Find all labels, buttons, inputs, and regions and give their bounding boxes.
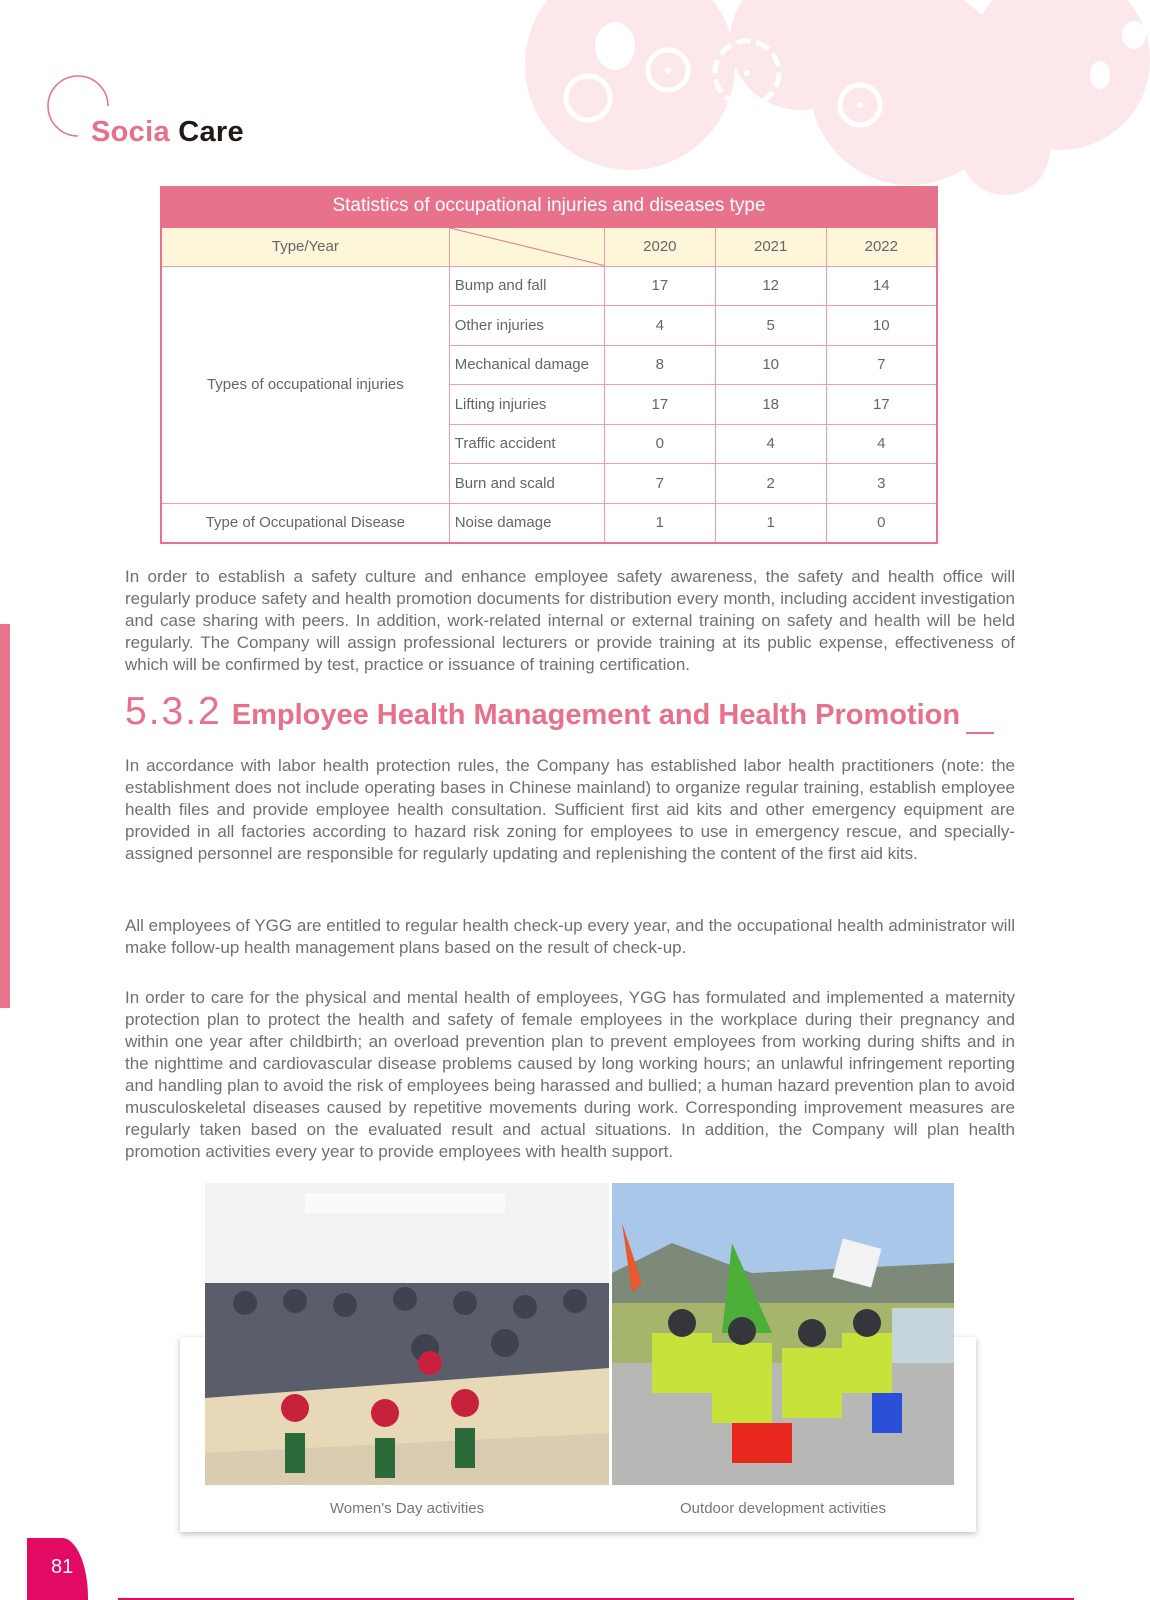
- row-label: Traffic accident: [449, 424, 604, 464]
- row-label: Lifting injuries: [449, 385, 604, 425]
- cell-value: 0: [604, 424, 715, 464]
- cell-value: 18: [715, 385, 826, 425]
- cell-value: 4: [604, 306, 715, 346]
- group-label-disease: Type of Occupational Disease: [161, 503, 449, 543]
- subsection-number: 5.3.2: [125, 690, 222, 733]
- paragraph-health-practitioners: In accordance with labor health protection rules, the Company has established labor health practitioners (note: the establishment does not include operating bases in Chinese mainland) to organize regular training, establish employee health files and provide employee health consultation. Sufficient first aid kits and other emergency equipment are provided in all factories according to hazard risk zoning for employees to use in emergency rescue, and specially-assigned personnel are responsible for regularly updating and replenishing the content of the first aid kits.: [125, 756, 1015, 863]
- paragraph-health-checkup: All employees of YGG are entitled to regular health check-up every year, and the occupational health administrator will make follow-up health management plans based on the result of check-up.: [125, 916, 1015, 957]
- cell-value: 14: [826, 266, 937, 306]
- table-row: [161, 266, 937, 306]
- page-number: 81: [27, 1538, 88, 1600]
- table-title: Statistics of occupational injuries and diseases type: [160, 186, 938, 226]
- cell-value: 2: [715, 464, 826, 504]
- gears-decoration: [500, 0, 1150, 200]
- cell-value: 17: [604, 266, 715, 306]
- cell-value: 0: [826, 503, 937, 543]
- cell-value: 17: [826, 385, 937, 425]
- header-diagonal-cell: [449, 227, 604, 266]
- cell-value: 8: [604, 345, 715, 385]
- paragraph-health-plans: In order to care for the physical and mental health of employees, YGG has formulated and implemented a maternity protection plan to protect the health and safety of female employees in the workplace during their pregnancy and within one year after childbirth; an overload prevention plan to prevent employees from working during shifts and in the nighttime and cardiovascular disease problems caused by long working hours; an unlawful infringement reporting and handling plan to avoid the risk of employees being harassed and bullied; a human hazard prevention plan to avoid musculoskeletal diseases caused by repetitive movements during work. Corresponding improvement measures are regularly taken based on the evaluated result and actual situations. In addition, the Company will plan health promotion activities every year to provide employees with health support.: [125, 988, 1015, 1161]
- occupational-injuries-table: [160, 186, 938, 544]
- row-label: Noise damage: [449, 503, 604, 543]
- cell-value: 7: [604, 464, 715, 504]
- subsection-title: Employee Health Management and Health Promotion: [231, 699, 961, 731]
- cell-value: 10: [826, 306, 937, 346]
- cell-value: 4: [826, 424, 937, 464]
- cell-value: 12: [715, 266, 826, 306]
- cell-value: 1: [604, 503, 715, 543]
- cell-value: 10: [715, 345, 826, 385]
- cell-value: 7: [826, 345, 937, 385]
- paragraph-safety-culture: In order to establish a safety culture and enhance employee safety awareness, the safety and health office will regularly produce safety and health promotion documents for distribution every month, including accident investigation and case sharing with peers. In addition, work-related internal or external training on safety and health will be held regularly. The Company will assign professional lecturers or provide training at its public expense, effectiveness of which will be confirmed by test, practice or issuance of training certification.: [125, 567, 1015, 674]
- caption-outdoor: Outdoor development activities: [680, 1500, 886, 1517]
- row-label: Burn and scald: [449, 464, 604, 504]
- header-year-2022: 2022: [826, 227, 937, 266]
- photo-womens-day: [205, 1183, 609, 1485]
- cell-value: 17: [604, 385, 715, 425]
- cell-value: 5: [715, 306, 826, 346]
- section-title-care: Care: [178, 116, 244, 148]
- row-label: Bump and fall: [449, 266, 604, 306]
- header-type-year: Type/Year: [161, 227, 449, 266]
- table-header-row: [161, 227, 937, 266]
- header-year-2020: 2020: [604, 227, 715, 266]
- section-title: [91, 116, 244, 149]
- cell-value: 3: [826, 464, 937, 504]
- cell-value: 4: [715, 424, 826, 464]
- row-label: Mechanical damage: [449, 345, 604, 385]
- heading-rule: [966, 732, 994, 734]
- caption-womens-day: Women's Day activities: [329, 1500, 485, 1517]
- left-accent-bar: [0, 624, 10, 1008]
- row-label: Other injuries: [449, 306, 604, 346]
- group-label-injuries: Types of occupational injuries: [161, 266, 449, 503]
- header-year-2021: 2021: [715, 227, 826, 266]
- photo-outdoor: [612, 1183, 954, 1485]
- table-row: [161, 503, 937, 543]
- section-title-socia: Socia: [91, 116, 170, 148]
- cell-value: 1: [715, 503, 826, 543]
- subsection-heading: [125, 690, 1025, 734]
